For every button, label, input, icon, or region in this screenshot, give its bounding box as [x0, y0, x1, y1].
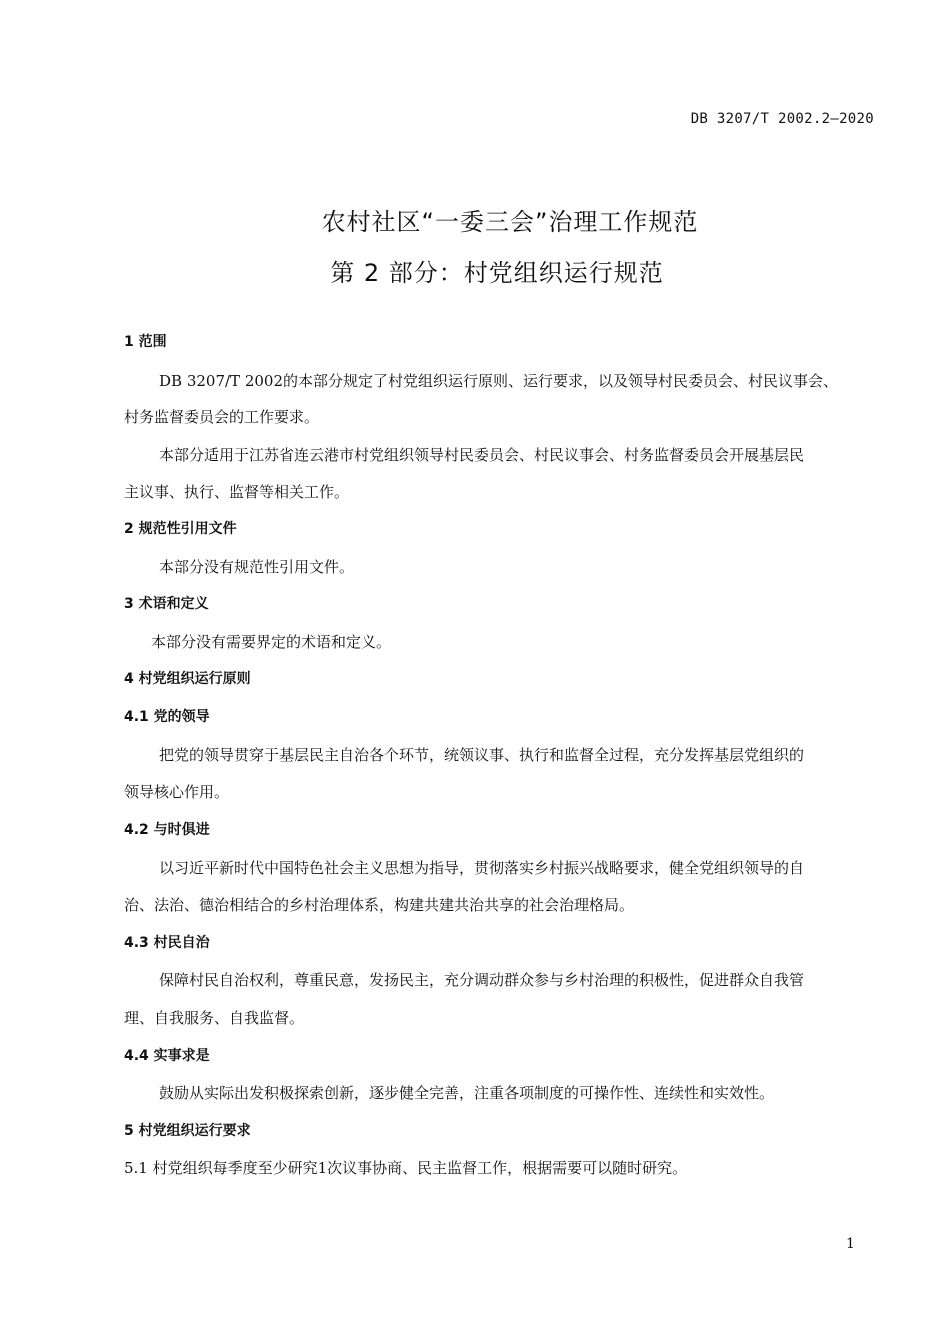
section-4-4-heading: 4.4 实事求是: [124, 1048, 210, 1064]
section-3-paragraph: 本部分没有需要界定的术语和定义。: [151, 633, 392, 651]
section-4-4-line-1: 鼓励从实际出发积极探索创新，逐步健全完善，注重各项制度的可操作性、连续性和实效性。: [159, 1084, 775, 1102]
section-2-paragraph: 本部分没有规范性引用文件。: [159, 558, 355, 576]
section-2-heading: 2 规范性引用文件: [124, 521, 237, 537]
section-4-2-line-2: 治、法治、德治相结合的乡村治理体系，构建共建共治共享的社会治理格局。: [124, 896, 635, 914]
section-4-2-line-1: 以习近平新时代中国特色社会主义思想为指导，贯彻落实乡村振兴战略要求，健全党组织领导的自: [159, 859, 805, 877]
section-4-1-line-2: 领导核心作用。: [124, 783, 230, 801]
section-1-paragraph-1-line-1: DB 3207/T 2002的本部分规定了村党组织运行原则、运行要求，以及领导村民委员会、村民议事会、: [159, 372, 838, 390]
section-1-paragraph-2-line-2: 主议事、执行、监督等相关工作。: [124, 483, 350, 501]
section-1-paragraph-1-line-2: 村务监督委员会的工作要求。: [124, 408, 320, 426]
document-title: 农村社区“一委三会”治理工作规范: [321, 208, 699, 236]
section-4-heading: 4 村党组织运行原则: [124, 671, 251, 687]
section-1-paragraph-2-line-1: 本部分适用于江苏省连云港市村党组织领导村民委员会、村民议事会、村务监督委员会开展基层民: [159, 446, 805, 464]
page-number: 1: [846, 1236, 855, 1252]
section-4-3-line-1: 保障村民自治权利，尊重民意，发扬民主，充分调动群众参与乡村治理的积极性，促进群众自我管: [159, 971, 805, 989]
section-3-heading: 3 术语和定义: [124, 596, 209, 612]
document-code: DB 3207/T 2002.2—2020: [690, 111, 874, 127]
section-4-3-line-2: 理、自我服务、自我监督。: [124, 1009, 305, 1027]
section-5-heading: 5 村党组织运行要求: [124, 1123, 251, 1139]
section-4-2-heading: 4.2 与时俱进: [124, 822, 210, 838]
clause-5-1: 5.1 村党组织每季度至少研究1次议事协商、民主监督工作，根据需要可以随时研究。: [124, 1159, 688, 1177]
section-4-1-heading: 4.1 党的领导: [124, 709, 210, 725]
section-4-1-line-1: 把党的领导贯穿于基层民主自治各个环节，统领议事、执行和监督全过程，充分发挥基层党组织的: [159, 746, 805, 764]
section-4-3-heading: 4.3 村民自治: [124, 935, 210, 951]
document-subtitle: 第 2 部分：村党组织运行规范: [330, 259, 664, 287]
section-1-heading: 1 范围: [124, 334, 167, 350]
